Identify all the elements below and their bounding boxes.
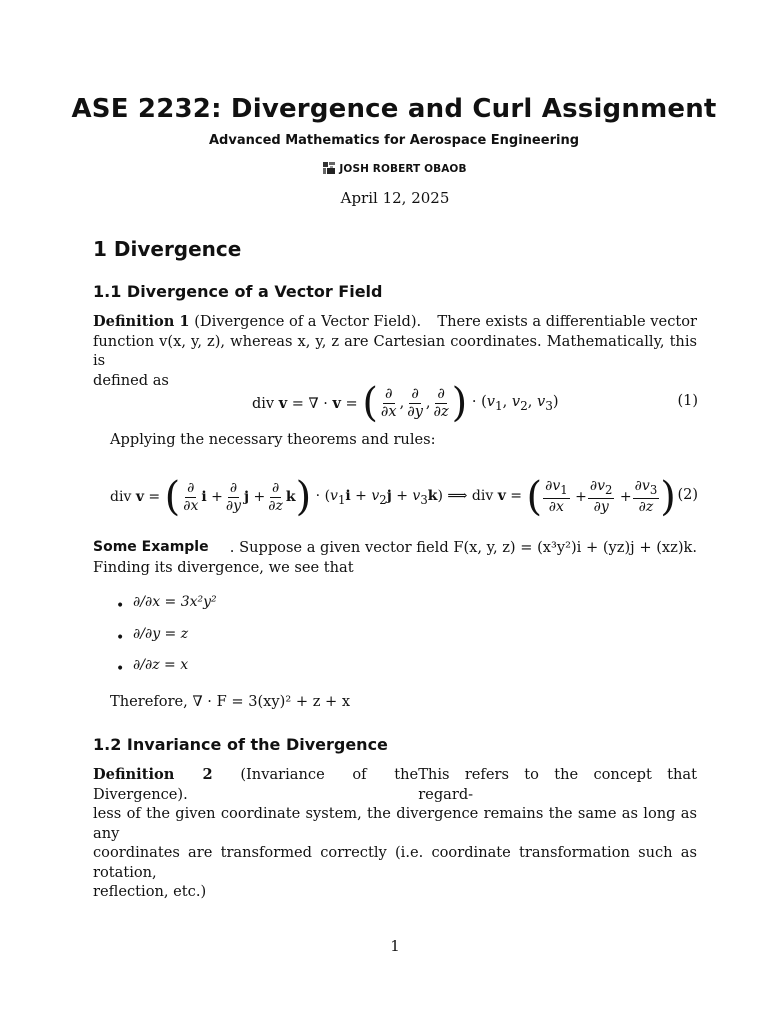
bullet-dot-icon: • [116, 630, 125, 646]
definition-1 [93, 312, 697, 390]
definition-text: coordinates are transformed correctly (i.e. coordinate transformation such as rotation, [93, 844, 697, 881]
applying-text: Applying the necessary theorems and rules: [110, 431, 436, 448]
author-logo-icon [323, 162, 335, 174]
definition-text: function v(x, y, z), whereas x, y, z are Cartesian coordinates. Mathematically, this is [93, 332, 697, 369]
author [0, 162, 768, 175]
author-name: JOSH ROBERT OBAOB [339, 163, 467, 175]
therefore-text: Therefore, ∇ · F = 3(xy)² + z + x [110, 693, 351, 710]
definition-text: less of the given coordinate system, the divergence remains the same as long as any [93, 805, 697, 842]
definition-label: Definition 1 [93, 313, 190, 330]
bullet-dot-icon: • [116, 661, 125, 677]
definition-text: defined as [93, 371, 169, 389]
equation-1: div v = ∇ · v = ( $\frac{\partial}{\partial x}$ , $\frac{\partial}{\partial y}$ , $\frac{\partial}{\partial z}$ ) · ($v_1$, $v_2$, $v_3$) (1) [252, 380, 698, 426]
section-heading-divergence: 1 Divergence [93, 237, 242, 261]
definition-name: (Divergence of a Vector Field). [194, 313, 422, 330]
equation-number: (2) [677, 487, 698, 503]
list-item: ∂/∂z = x [133, 657, 189, 673]
page-number: 1 [390, 937, 400, 955]
definition-text: This refers to the concept that regard- [418, 766, 697, 803]
list-item: ∂/∂y = z [133, 626, 189, 642]
page-title: ASE 2232: Divergence and Curl Assignment [71, 94, 717, 124]
equation-2: div v = ( $\frac{\partial}{\partial x}$ i + $\frac{\partial}{\partial y}$ j + $\frac{\partial}{\partial z}$ k ) · $(v_1i + v_2j + v_3k)$ ⟹ div v = ( $\frac{\partial v_1}{\partial x}$ + $\frac{\partial v_2}{\partial y}$ + $\frac{\partial v_3}{\partial z}$ ) (2) [110, 474, 698, 520]
list-item: ∂/∂x = 3x²y² [133, 594, 217, 610]
page-subtitle: Advanced Mathematics for Aerospace Engineering [209, 133, 579, 148]
definition-label: Definition 2 [93, 766, 213, 783]
equation-number: (1) [677, 393, 698, 409]
example-label: Some Example [93, 539, 209, 555]
definition-text: There exists a differentiable vector [437, 313, 697, 330]
example-text: Finding its divergence, we see that [93, 558, 354, 576]
example-text: . Suppose a given vector field F(x, y, z) = (x³y²)i + (yz)j + (xz)k. [229, 539, 697, 556]
subsection-heading-invariance: 1.2 Invariance of the Divergence [93, 735, 388, 754]
date: April 12, 2025 [340, 189, 450, 207]
bullet-dot-icon: • [116, 598, 125, 614]
example-paragraph [93, 538, 697, 577]
definition-name: (Invariance of the Divergence). [93, 766, 419, 803]
subsection-heading-divergence-vector-field: 1.1 Divergence of a Vector Field [93, 282, 383, 301]
definition-text: reflection, etc.) [93, 883, 207, 900]
definition-2 [93, 765, 697, 902]
